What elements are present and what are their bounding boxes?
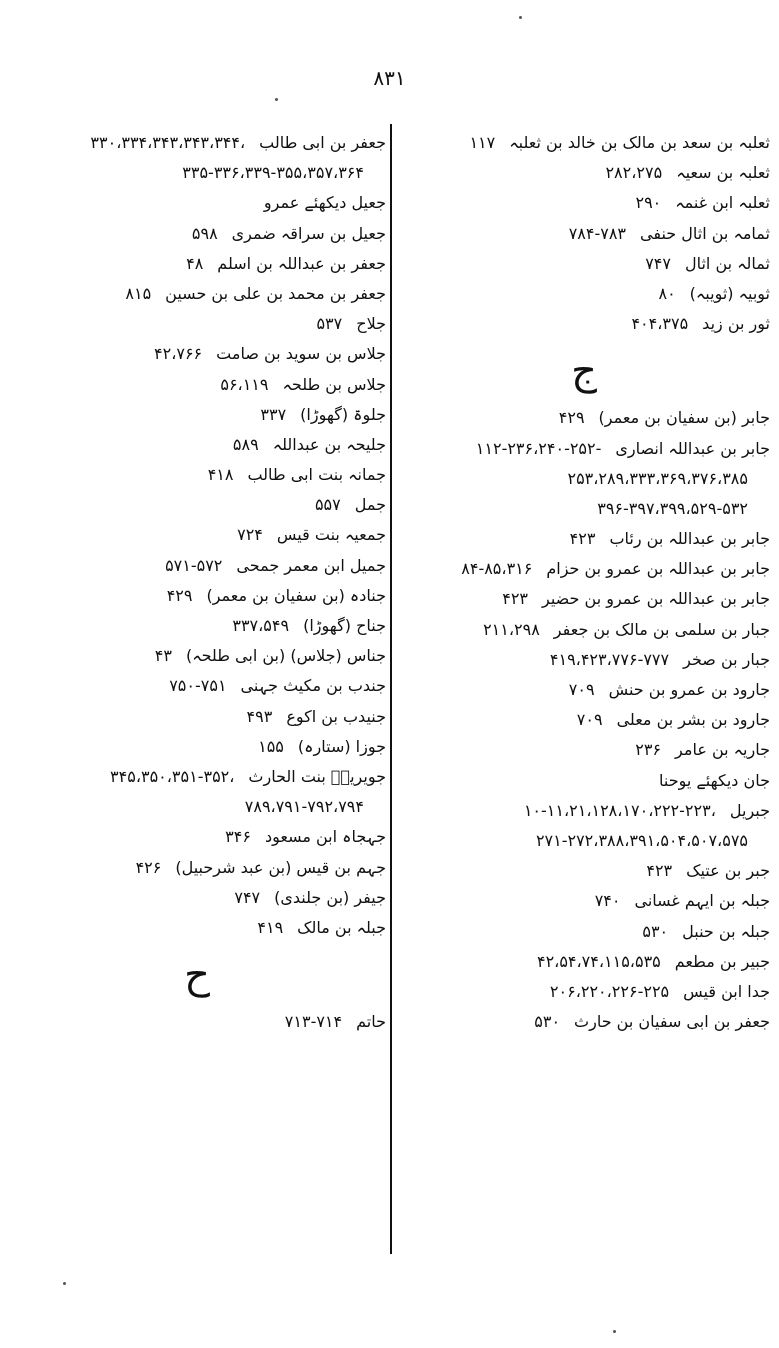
index-entry [8,611,386,641]
entry-name: جبر بن عتیک [686,861,770,881]
entry-name: جعفر بن ابی طالب [259,133,386,152]
index-entry [398,158,770,188]
entry-pages: ۲۰۶،۲۲۰،۲۲۶-۲۲۵ [549,981,670,1001]
entry-name: جلوۃ (گھوڑا) [300,404,386,424]
index-entry [8,309,386,339]
entry-name: جناح (گھوڑا) [303,616,386,635]
entry-name: جوزا (ستارہ) [297,736,386,756]
entry-name: جارود بن بشر بن معلی [616,710,770,730]
entry-name: جبلہ بن ایہم غسانی [634,891,770,911]
entry-name: جعیل دیکھئے عمرو [263,193,386,213]
entry-name: حاتم [356,1012,386,1032]
entry-name: جابر بن عبداللہ بن عمرو بن حضیر [542,589,770,609]
entry-pages: ۲۸۲،۲۷۵ [605,163,663,183]
entry-pages: ۷۴۷ [645,253,671,273]
index-entry [8,128,386,158]
index-entry [398,947,770,977]
entry-pages: ۳۹۶-۳۹۷،۳۹۹،۵۲۹-۵۳۲ [597,498,748,518]
entry-name: جناس (جلاس) (بن ابی طلحہ) [185,646,386,666]
index-entry [398,645,770,675]
entry-pages: ۳۴۵،۳۵۰،۳۵۱-۳۵۲، [110,766,235,786]
index-entry [398,279,770,309]
entry-pages: ۱۵۵ [258,736,284,756]
entry-pages: ۴۸ [186,253,204,273]
index-entry [8,249,386,279]
entry-pages: ۴۲۳ [502,589,528,609]
entry-pages: ۴۰۴،۳۷۵ [631,314,689,334]
entry-name: جویریہؓ بنت الحارث [248,766,386,786]
index-entry [398,856,770,886]
entry-name: جعفر بن محمد بن علی بن حسین [165,283,386,303]
entry-name: جمانہ بنت ابی طالب [247,465,386,485]
right-column [398,128,770,1037]
entry-pages: ۷۲۴ [237,525,263,545]
entry-pages: ۲۷۱-۲۷۲،۳۸۸،۳۹۱،۵۰۴،۵۰۷،۵۷۵ [535,830,748,850]
index-entry [8,883,386,913]
entry-name: جبار بن سلمی بن مالک بن جعفر [553,619,770,639]
entry-name: جلیحہ بن عبداللہ [272,434,386,454]
entry-name: جمل [354,495,386,515]
entry-pages: ۲۱۱،۲۹۸ [483,619,540,639]
entry-name: ثوبیہ (ثویبہ) [689,283,770,303]
index-entry [8,671,386,701]
entry-pages: ۳۳۷،۵۴۹ [232,616,290,635]
index-entry [8,913,386,943]
entry-pages: ۳۳۷ [260,404,287,424]
index-entry [8,520,386,550]
entry-pages: ۴۱۹ [257,917,284,937]
entry-name: جدا ابن قیس [683,981,770,1001]
index-entry-continuation [398,826,770,856]
entry-name: جبار بن صخر [683,649,770,669]
entry-name: جبیر بن مطعم [674,951,770,971]
index-entry-continuation [398,464,770,494]
index-entry [8,370,386,400]
index-entry-continuation [8,792,386,822]
index-entry [8,460,386,490]
index-entry [8,219,386,249]
index-entry [398,309,770,339]
right-entries-before [398,128,770,339]
index-entry [8,490,386,520]
entry-name: جاریہ بن عامر [675,740,770,760]
entry-pages: ۵۳۰ [642,921,669,941]
index-entry [8,1007,386,1037]
index-entry [398,675,770,705]
index-entry [398,917,770,947]
entry-pages: ۴۲۳ [646,861,673,881]
entry-name: ثمامہ بن اثال حنفی [640,223,770,243]
index-entry [398,188,770,218]
entry-pages: ۱۱۲-۲۳۶،۲۴۰-۲۵۲- [475,438,602,458]
section-heading-jeem: ج [571,348,597,395]
index-entry [398,524,770,554]
index-entry [8,732,386,762]
entry-pages: ۷۸۴-۷۸۳ [568,223,627,243]
entry-name: جبریل [729,800,770,820]
entry-pages: ۸۱۵ [125,283,152,303]
scan-speck [519,16,522,19]
entry-pages: ۳۴۶ [225,827,251,847]
entry-name: ثعلبہ بن سعیہ [676,163,770,183]
left-entries-before [8,128,386,943]
entry-pages: ۴۲۹ [558,408,585,428]
index-entry [398,615,770,645]
index-entry [8,188,386,218]
entry-name: جلاس بن طلحہ [282,374,386,394]
entry-name: جہجاہ ابن مسعود [264,827,386,847]
entry-pages: ۵۸۹ [232,434,259,454]
entry-name: جنادہ (بن سفیان بن معمر) [206,585,386,605]
index-entry [8,853,386,883]
entry-pages: ۴۲۳ [569,529,596,549]
index-entry [398,554,770,584]
entry-pages: ۱۱۷ [469,133,496,152]
index-entry [398,219,770,249]
index-entry [398,766,770,796]
index-entry [8,641,386,671]
entry-pages: ۲۳۶ [635,740,662,760]
entry-pages: ۸۴-۸۵،۳۱۶ [461,559,533,579]
entry-pages: ۵۳۰ [534,1012,561,1032]
entry-pages: ۴۲،۷۶۶ [154,344,203,364]
entry-name: ثعلبہ ابن غنمہ [675,193,770,213]
entry-name: جلاس بن سوید بن صامت [216,344,386,364]
entry-pages: ۴۲۶ [135,857,162,877]
scan-speck [275,98,278,101]
index-entry [398,403,770,433]
entry-pages: ۷۸۹،۷۹۱-۷۹۲،۷۹۴ [244,797,364,817]
index-entry [398,128,770,158]
entry-name: جیفر (بن جلندی) [274,887,386,907]
entry-name: جبلہ بن حنبل [682,921,770,941]
page-number: ۸۳۱ [373,66,406,90]
entry-pages: ۵۵۷ [314,495,341,515]
entry-pages: ۴۱۸ [207,465,234,485]
entry-name: جعفر بن ابی سفیان بن حارث [574,1012,770,1032]
entry-pages: ۴۳ [154,646,172,666]
index-entry [398,977,770,1007]
index-entry [8,822,386,852]
entry-name: جارود بن عمرو بن حنش [608,680,770,699]
entry-pages: ۵۹۸ [191,223,218,243]
entry-pages: ۷۱۳-۷۱۴ [284,1012,343,1032]
entry-name: جعیل بن سراقہ ضمری [231,223,386,243]
index-entry [8,430,386,460]
index-entry [8,339,386,369]
index-entry-continuation [398,494,770,524]
entry-name: جان دیکھئے یوحنا [659,770,770,790]
entry-name: جابر بن عبداللہ انصاری [615,438,770,458]
index-entry [398,886,770,916]
index-entry [8,400,386,430]
entry-pages: ۴۹۳ [246,706,273,726]
entry-name: ثمالہ بن اثال [684,253,770,273]
entry-name: جمعیہ بنت قیس [276,525,386,545]
entry-pages: ۳۳۰،۳۳۴،۳۴۳،۳۴۳،۳۴۴، [90,133,246,152]
entry-pages: ۵۳۷ [316,314,343,334]
entry-name: جنیدب بن اکوع [286,706,386,726]
scan-speck [613,1330,616,1333]
entry-name: جعفر بن عبداللہ بن اسلم [217,253,386,273]
index-entry [398,584,770,614]
entry-name: جابر (بن سفیان بن معمر) [598,408,770,428]
scan-speck [63,1282,66,1285]
section-heading-hay: ح [184,952,210,999]
entry-name: جابر بن عبداللہ بن رئاب [609,529,770,549]
right-entries-after [398,403,770,1037]
entry-pages: ۴۲۹ [166,585,193,605]
entry-name: جندب بن مکیث جہنی [240,676,386,696]
entry-pages: ۷۴۰ [594,891,621,911]
left-entries-after [8,1007,386,1037]
entry-pages: ۷۰۹ [576,710,603,730]
entry-name: جمیل ابن معمر جمحی [236,555,386,575]
index-entry [8,581,386,611]
entry-pages: ۷۰۹ [568,680,595,699]
entry-name: جبلہ بن مالک [297,917,386,937]
index-entry [8,762,386,792]
entry-pages: ۴۱۹،۴۲۳،۷۷۶-۷۷۷ [549,649,670,669]
left-column [8,128,386,1037]
entry-pages: ۵۶،۱۱۹ [220,374,269,394]
entry-pages: ۵۷۱-۵۷۲ [165,555,223,575]
entry-pages: ۱۰-۱۱،۲۱،۱۲۸،۱۷۰،۲۲۲-۲۲۳، [523,800,716,820]
index-entry-continuation [8,158,386,188]
entry-name: جہم بن قیس (بن عبد شرحبیل) [175,857,386,877]
index-entry [398,434,770,464]
index-entry [8,702,386,732]
entry-name: ثعلبہ بن سعد بن مالک بن خالد بن ثعلبہ [509,133,770,152]
entry-pages: ۸۰ [658,283,676,303]
entry-pages: ۲۹۰ [635,193,662,213]
index-entry [8,551,386,581]
entry-pages: ۴۲،۵۴،۷۴،۱۱۵،۵۳۵ [536,951,661,971]
index-entry [398,735,770,765]
entry-name: ثور بن زید [702,314,770,334]
index-entry [8,279,386,309]
entry-name: جلاح [356,314,386,334]
entry-name: جابر بن عبداللہ بن عمرو بن حزام [546,559,770,579]
entry-pages: ۳۳۵-۳۳۶،۳۳۹-۳۵۵،۳۵۷،۳۶۴ [182,163,364,183]
column-divider [390,124,392,1254]
index-entry [398,796,770,826]
index-entry [398,705,770,735]
entry-pages: ۷۵۰-۷۵۱ [169,676,227,696]
entry-pages: ۲۵۳،۲۸۹،۳۳۳،۳۶۹،۳۷۶،۳۸۵ [567,468,748,488]
index-entry [398,1007,770,1037]
index-entry [398,249,770,279]
entry-pages: ۷۴۷ [234,887,261,907]
